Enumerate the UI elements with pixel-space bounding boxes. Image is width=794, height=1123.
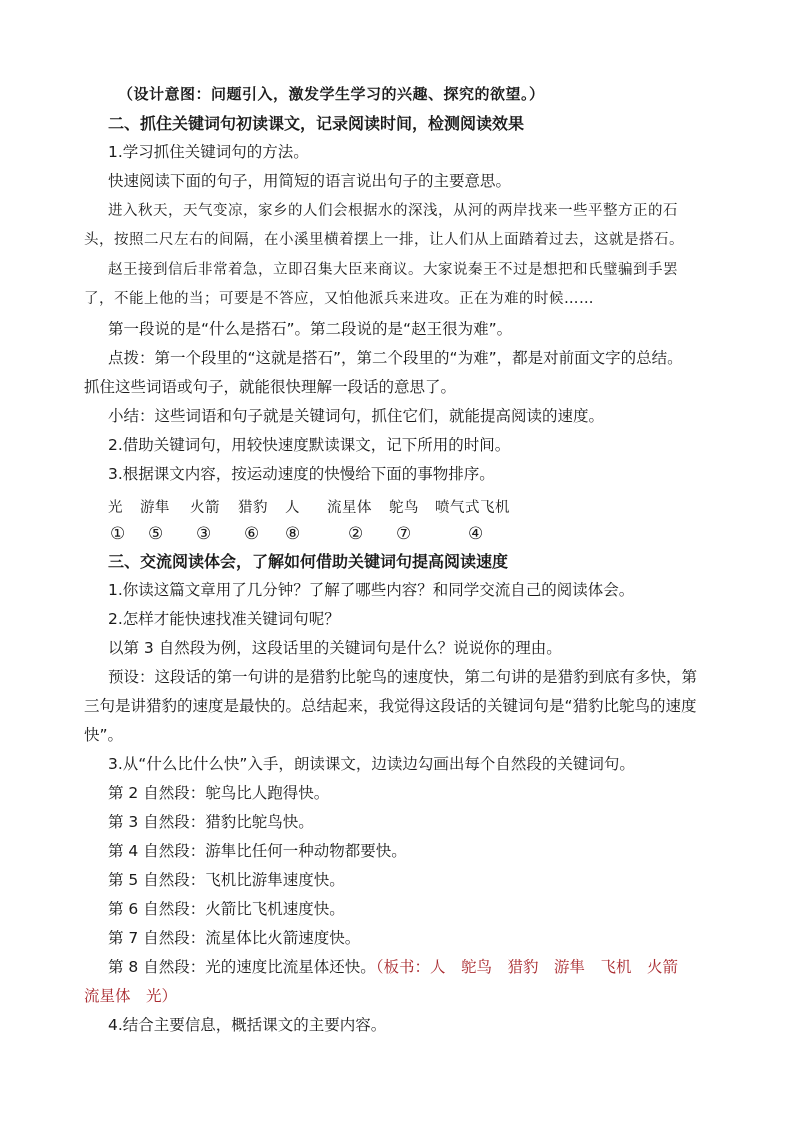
paragraph-key-8 — [108, 959, 678, 976]
thing-item: 火箭 — [190, 500, 220, 516]
answer: 第一段说的是“什么是搭石”。第二段说的是“赵王很为难”。 — [108, 320, 513, 338]
paragraph-key-3: 第 3 自然段：猎豹比鸵鸟快。 — [108, 813, 314, 831]
rank-item: ⑥ — [244, 524, 260, 544]
thing-item: 人 — [285, 500, 300, 516]
rank-item: ⑧ — [285, 524, 301, 544]
passage-1-line-2: 头，按照二尺左右的间隔，在小溪里横着摆上一排，让人们从上面踏着过去，这就是搭石。 — [84, 232, 684, 248]
section-2-heading: 二、抓住关键词句初读课文，记录阅读时间，检测阅读效果 — [108, 114, 525, 133]
item-3: 3.根据课文内容，按运动速度的快慢给下面的事物排序。 — [108, 465, 495, 483]
rank-item: ⑤ — [148, 524, 164, 544]
paragraph-key-6: 第 6 自然段：火箭比飞机速度快。 — [108, 900, 345, 918]
rank-item: ⑦ — [396, 524, 412, 544]
item-1: 1.学习抓住关键词句的方法。 — [108, 143, 309, 161]
tip-line-2: 抓住这些词语或句子，就能很快理解一段话的意思了。 — [84, 378, 457, 396]
rank-item: ① — [110, 524, 126, 544]
thing-item: 流星体 — [327, 500, 372, 516]
thing-item: 鸵鸟 — [389, 500, 419, 516]
board-notes-line-2: 流星体 光） — [84, 987, 178, 1005]
board-notes-line-1: （板书：人 鸵鸟 猎豹 游隼 飞机 火箭 — [375, 958, 678, 976]
question-3: 3.从“什么比什么快”入手，朗读课文，边读边勾画出每个自然段的关键词句。 — [108, 755, 635, 773]
paragraph-key-2: 第 2 自然段：鸵鸟比人跑得快。 — [108, 784, 330, 802]
thing-item: 游隼 — [140, 500, 170, 516]
thing-item: 猎豹 — [238, 500, 268, 516]
paragraph-key-5: 第 5 自然段：飞机比游隼速度快。 — [108, 871, 345, 889]
passage-1-line-1: 进入秋天，天气变凉，家乡的人们会根据水的深浅，从河的两岸找来一些平整方正的石 — [108, 203, 678, 219]
section-3-heading: 三、交流阅读体会，了解如何借助关键词句提高阅读速度 — [108, 552, 509, 571]
instruction: 快速阅读下面的句子，用简短的语言说出句子的主要意思。 — [108, 172, 512, 190]
preset-line-3: 快”。 — [84, 726, 124, 744]
question-4: 4.结合主要信息，概括课文的主要内容。 — [108, 1016, 387, 1034]
paragraph-key-8-text: 第 8 自然段：光的速度比流星体还快。 — [108, 958, 376, 976]
example: 以第 3 自然段为例，这段话里的关键词句是什么？说说你的理由。 — [108, 639, 562, 657]
passage-2-line-2: 了，不能上他的当；可要是不答应，又怕他派兵来进攻。正在为难的时候…… — [84, 291, 594, 307]
thing-item: 光 — [108, 500, 123, 516]
rank-item: ② — [348, 524, 364, 544]
summary: 小结：这些词语和句子就是关键词句，抓住它们，就能提高阅读的速度。 — [108, 407, 605, 425]
tip-line-1: 点拨：第一个段里的“这就是搭石”，第二个段里的“为难”，都是对前面文字的总结。 — [108, 349, 683, 367]
question-2: 2.怎样才能快速找准关键词句呢？ — [108, 610, 340, 628]
rank-item: ③ — [196, 524, 212, 544]
question-1: 1.你读这篇文章用了几分钟？了解了哪些内容？和同学交流自己的阅读体会。 — [108, 581, 635, 599]
item-2: 2.借助关键词句，用较快速度默读课文，记下所用的时间。 — [108, 436, 511, 454]
paragraph-key-7: 第 7 自然段：流星体比火箭速度快。 — [108, 929, 361, 947]
paragraph-key-4: 第 4 自然段：游隼比任何一种动物都要快。 — [108, 842, 407, 860]
passage-2-line-1: 赵王接到信后非常着急，立即召集大臣来商议。大家说秦王不过是想把和氏璧骗到手罢 — [108, 262, 678, 278]
design-intent-note: （设计意图：问题引入，激发学生学习的兴趣、探究的欲望。） — [118, 85, 545, 103]
preset-line-1: 预设：这段话的第一句讲的是猎豹比鸵鸟的速度快，第二句讲的是猎豹到底有多快，第 — [108, 668, 698, 686]
thing-item: 喷气式飞机 — [435, 500, 510, 516]
preset-line-2: 三句是讲猎豹的速度是最快的。总结起来，我觉得这段话的关键词句是“猎豹比鸵鸟的速度 — [84, 697, 697, 715]
rank-item: ④ — [468, 524, 484, 544]
